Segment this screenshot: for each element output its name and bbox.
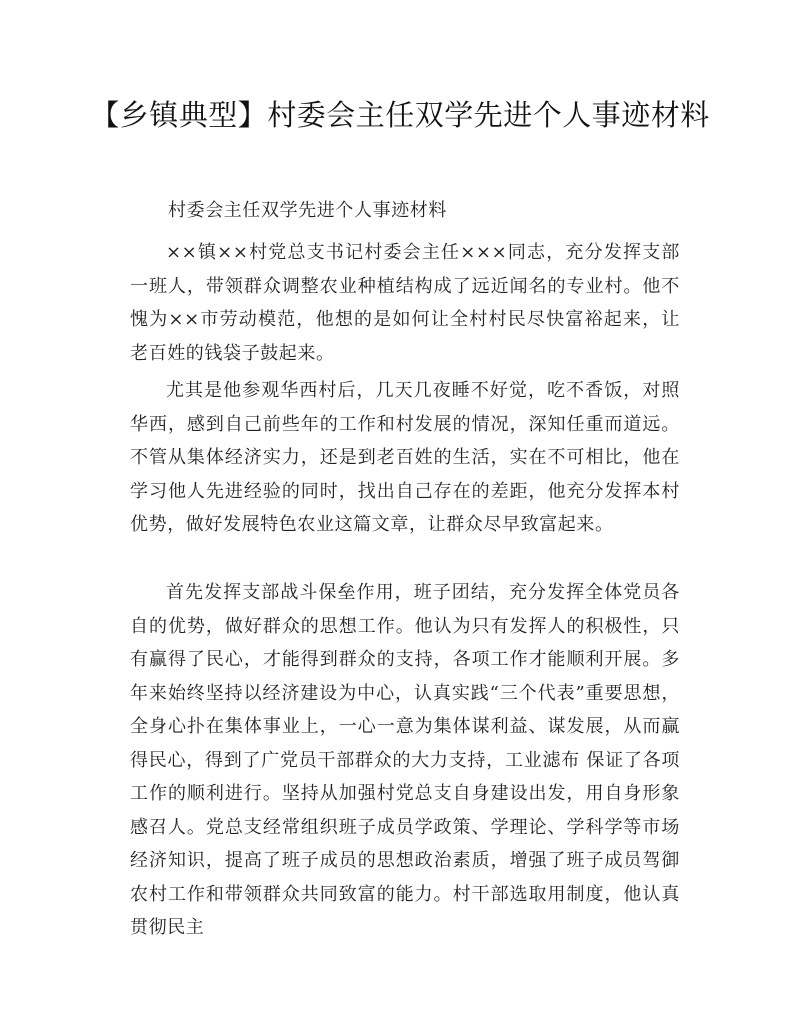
- document-subtitle: 村委会主任双学先进个人事迹材料: [168, 200, 447, 221]
- paragraph-3: 首先发挥支部战斗保垒作用，班子团结，充分发挥全体党员各自的优势，做好群众的思想工作。他认为只有发挥人的积极性，只有赢得了民心，才能得到群众的支持，各项工作才能顺利开展。多年来始终坚持以经济建设为中心，认真实践“三个代表”重要思想，全身心扑在集体事业上，一心一意为集体谋利益、谋发展，从而赢得民心，得到了广党员干部群众的大力支持，工业滤布 保证了各项工作的顺利进行。坚持从加强村党总支自身建设出发，用自身形象感召人。党总支经常组织班子成员学政策、学理论、学科学等市场经济知识，提高了班子成员的思想政治素质，增强了班子成员驾御农村工作和带领群众共同致富的能力。村干部选取用制度，他认真贯彻民主: [130, 582, 680, 938]
- paragraph-2: 尤其是他参观华西村后，几天几夜睡不好觉，吃不香饭，对照华西，感到自己前些年的工作和村发展的情况，深知任重而道远。不管从集体经济实力，还是到老百姓的生活，实在不可相比，他在学习他人先进经验的同时，找出自己存在的差距，他充分发挥本村优势，做好发展特色农业这篇文章，让群众尽早致富起来。: [130, 380, 680, 535]
- paragraph-1: ××镇××村党总支书记村委会主任×××同志，充分发挥支部一班人，带领群众调整农业种植结构成了远近闻名的专业村。他不愧为××市劳动模范，他想的是如何让全村村民尽快富裕起来，让老百姓的钱袋子鼓起来。: [130, 242, 680, 364]
- document-title: 【乡镇典型】村委会主任双学先进个人事迹材料: [90, 98, 710, 132]
